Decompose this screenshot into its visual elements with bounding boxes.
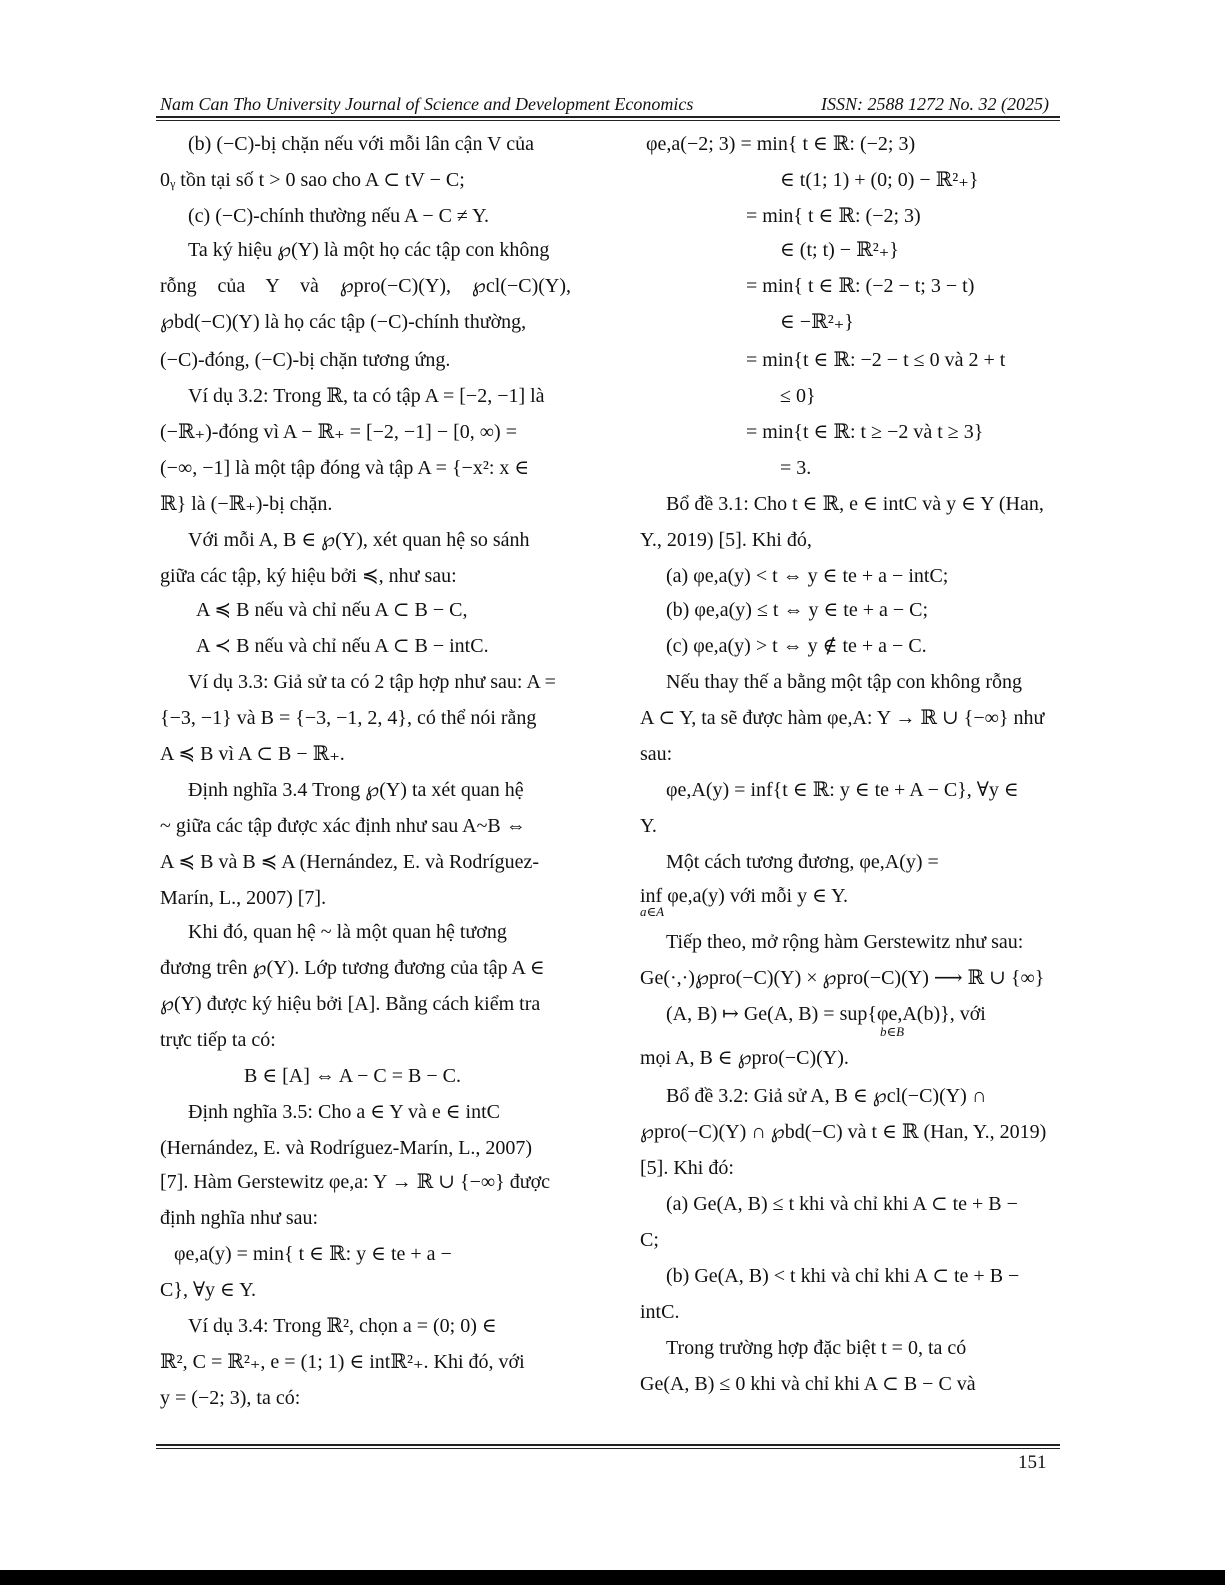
text-line: (b) φe,a(y) ≤ t ⇔ y ∈ te + a − C; (666, 599, 929, 621)
text-line: Nếu thay thế a bằng một tập con không rỗng (666, 671, 1023, 693)
text-line: Bổ đề 3.1: Cho t ∈ ℝ, e ∈ intC và y ∈ Y (Han, (666, 493, 1044, 515)
text-line: {−3, −1} và B = {−3, −1, 2, 4}, có thể nói rằng (160, 707, 537, 729)
text-line: (Hernández, E. và Rodríguez-Marín, L., 2007) (160, 1137, 533, 1159)
text-line: [5]. Khi đó: (640, 1157, 734, 1179)
header-rule (156, 116, 1060, 118)
text-line: Ví dụ 3.4: Trong ℝ², chọn a = (0; 0) ∈ (188, 1315, 497, 1337)
text-line: = min{t ∈ ℝ: t ≥ −2 và t ≥ 3} (746, 421, 984, 443)
text-line: giữa các tập, ký hiệu bởi ≼, như sau: (160, 565, 457, 587)
text-line: Ví dụ 3.3: Giả sử ta có 2 tập hợp như sau: A = (188, 671, 556, 693)
journal-title: Nam Can Tho University Journal of Science and Development Economics (160, 94, 694, 114)
text-line: mọi A, B ∈ ℘pro(−C)(Y). (640, 1047, 849, 1069)
text-line: Ge(·,·)℘pro(−C)(Y) × ℘pro(−C)(Y) ⟶ ℝ ∪ {∞} (640, 967, 1045, 989)
text-line: ≤ 0} (780, 385, 816, 407)
sup-subscript: b∈B (880, 1024, 905, 1039)
issn-issue: ISSN: 2588 1272 No. 32 (2025) (821, 94, 1049, 114)
header-rule-thin (156, 120, 1060, 121)
text-line: (−∞, −1] là một tập đóng và tập A = {−x²: x ∈ (160, 457, 530, 479)
text-line: Y., 2019) [5]. Khi đó, (640, 529, 812, 551)
text-line: ℝ} là (−ℝ₊)-bị chặn. (160, 493, 333, 515)
page-number: 151 (1018, 1452, 1047, 1473)
text-line: A ≺ B nếu và chỉ nếu A ⊂ B − intC. (196, 635, 489, 657)
text-line: A ≼ B nếu và chỉ nếu A ⊂ B − C, (196, 599, 468, 621)
text-line: Marín, L., 2007) [7]. (160, 887, 327, 909)
text-line: C}, ∀y ∈ Y. (160, 1279, 256, 1301)
text-line: Với mỗi A, B ∈ ℘(Y), xét quan hệ so sánh (188, 529, 530, 551)
text-line: Y. (640, 815, 657, 837)
text-line: inf φe,a(y) với mỗi y ∈ Y. (640, 885, 849, 907)
text-line: Khi đó, quan hệ ~ là một quan hệ tương (188, 921, 507, 943)
footer-rule-thin (156, 1448, 1060, 1449)
text-line: sau: (640, 743, 673, 765)
text-line: Bổ đề 3.2: Giả sử A, B ∈ ℘cl(−C)(Y) ∩ (666, 1085, 987, 1107)
text-line: (a) Ge(A, B) ≤ t khi và chỉ khi A ⊂ te + B − (666, 1193, 1018, 1215)
text-line: (−ℝ₊)-đóng vì A − ℝ₊ = [−2, −1] − [0, ∞) = (160, 421, 517, 443)
inf-subscript: a∈A (640, 904, 665, 919)
text-line: ~ giữa các tập được xác định như sau A~B ⇔ (160, 815, 526, 837)
text-line: trực tiếp ta có: (160, 1029, 276, 1051)
text-line: = 3. (780, 457, 812, 479)
text-line: ℘pro(−C)(Y) ∩ ℘bd(−C) và t ∈ ℝ (Han, Y., 2019) (640, 1121, 1047, 1143)
text-line: [7]. Hàm Gerstewitz φe,a: Y → ℝ ∪ {−∞} được (160, 1171, 551, 1193)
text-line: Một cách tương đương, φe,A(y) = (666, 851, 939, 873)
text-line: định nghĩa như sau: (160, 1207, 319, 1229)
text-line: ℝ², C = ℝ²₊, e = (1; 1) ∈ intℝ²₊. Khi đó, với (160, 1351, 525, 1373)
text-line: (b) (−C)-bị chặn nếu với mỗi lân cận V của (188, 133, 535, 155)
text-line: φe,a(y) = min{ t ∈ ℝ: y ∈ te + a − (174, 1243, 452, 1265)
text-line: đương trên ℘(Y). Lớp tương đương của tập A ∈ (160, 957, 545, 979)
text-line: (−C)-đóng, (−C)-bị chặn tương ứng. (160, 349, 451, 371)
text-line: ∈ −ℝ²₊} (780, 311, 854, 333)
text-line: (a) φe,a(y) < t ⇔ y ∈ te + a − intC; (666, 565, 949, 587)
text-line: = min{ t ∈ ℝ: (−2 − t; 3 − t) (746, 275, 975, 297)
text-line: Định nghĩa 3.5: Cho a ∈ Y và e ∈ intC (188, 1101, 500, 1123)
text-line: Trong trường hợp đặc biệt t = 0, ta có (666, 1337, 967, 1359)
text-line: rỗng của Y và ℘pro(−C)(Y), ℘cl(−C)(Y), (160, 275, 571, 297)
text-line: B ∈ [A] ⇔ A − C = B − C. (244, 1065, 462, 1087)
text-line: (c) (−C)-chính thường nếu A − C ≠ Y. (188, 205, 490, 227)
text-line: 0ᵧ tồn tại số t > 0 sao cho A ⊂ tV − C; (160, 169, 465, 191)
text-line: (c) φe,a(y) > t ⇔ y ∉ te + a − C. (666, 635, 927, 657)
text-line: y = (−2; 3), ta có: (160, 1387, 301, 1409)
text-line: Ta ký hiệu ℘(Y) là một họ các tập con không (188, 239, 550, 261)
text-line: (b) Ge(A, B) < t khi và chỉ khi A ⊂ te + B − (666, 1265, 1020, 1287)
footer-rule (156, 1444, 1060, 1446)
text-line: = min{ t ∈ ℝ: (−2; 3) (746, 205, 921, 227)
text-line: = min{t ∈ ℝ: −2 − t ≤ 0 và 2 + t (746, 349, 1006, 371)
text-line: ∈ (t; t) − ℝ²₊} (780, 239, 899, 261)
text-line: ℘(Y) được ký hiệu bởi [A]. Bằng cách kiểm tra (160, 993, 541, 1015)
text-line: φe,a(−2; 3) = min{ t ∈ ℝ: (−2; 3) (646, 133, 916, 155)
text-line: (A, B) ↦ Ge(A, B) = sup{φe,A(b)}, với (666, 1003, 986, 1025)
text-line: Ge(A, B) ≤ 0 khi và chỉ khi A ⊂ B − C và (640, 1373, 976, 1395)
text-line: A ≼ B và B ≼ A (Hernández, E. và Rodríguez- (160, 851, 539, 873)
text-line: intC. (640, 1301, 680, 1323)
text-line: ℘bd(−C)(Y) là họ các tập (−C)-chính thường, (160, 311, 527, 333)
running-header (160, 92, 1057, 116)
text-line: A ≼ B vì A ⊂ B − ℝ₊. (160, 743, 345, 765)
text-line: C; (640, 1229, 659, 1251)
text-line: A ⊂ Y, ta sẽ được hàm φe,A: Y → ℝ ∪ {−∞} như (640, 707, 1045, 729)
text-line: Định nghĩa 3.4 Trong ℘(Y) ta xét quan hệ (188, 779, 524, 801)
text-line: Tiếp theo, mở rộng hàm Gerstewitz như sau: (666, 931, 1024, 953)
text-line: ∈ t(1; 1) + (0; 0) − ℝ²₊} (780, 169, 979, 191)
text-line: Ví dụ 3.2: Trong ℝ, ta có tập A = [−2, −1] là (188, 385, 545, 407)
text-line: φe,A(y) = inf{t ∈ ℝ: y ∈ te + A − C}, ∀y ∈ (666, 779, 1019, 801)
page-bottom-edge (0, 1570, 1225, 1585)
